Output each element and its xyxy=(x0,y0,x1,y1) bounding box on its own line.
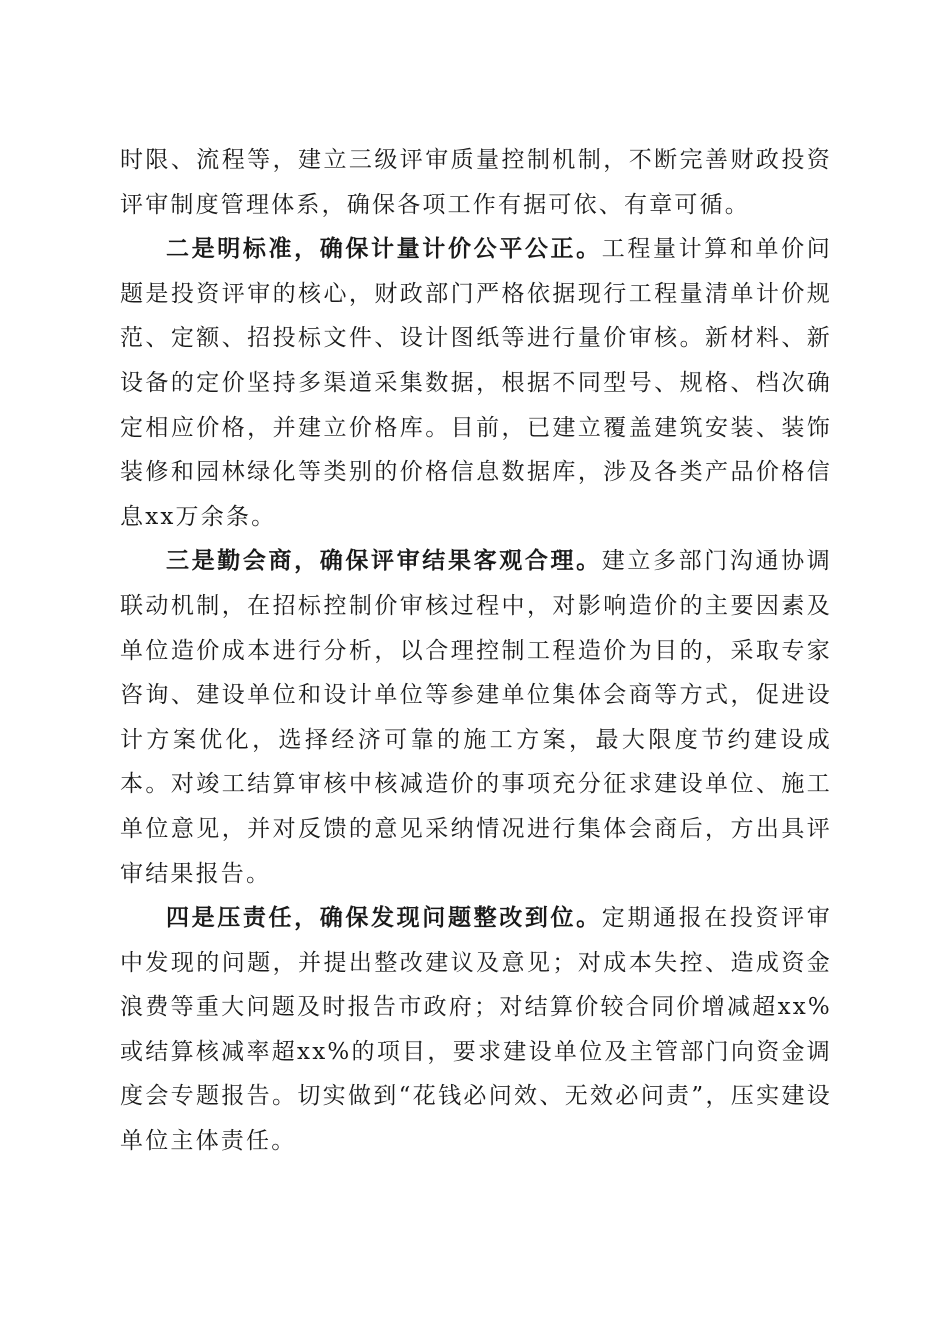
paragraph-text: 建立多部门沟通协调联动机制，在招标控制价审核过程中，对影响造价的主要因素及单位造价成本进行分析，以合理控制工程造价为目的，采取专家咨询、建设单位和设计单位等参建单位集体会商等方式，促进设计方案优化，选择经济可靠的施工方案，最大限度节约建设成本。对竣工结算审核中核减造价的事项充分征求建设单位、施工单位意见，并对反馈的意见采纳情况进行集体会商后，方出具评审结果报告。 xyxy=(120,548,832,887)
paragraph-standards xyxy=(120,227,832,539)
paragraph-heading: 三是勤会商，确保评审结果客观合理。 xyxy=(166,547,602,575)
paragraph-text: 定期通报在投资评审中发现的问题，并提出整改建议及意见；对成本失控、造成资金浪费等重大问题及时报告市政府；对结算价较合同价增减超xx%或结算核减率超xx%的项目，要求建设单位及主管部门向资金调度会专题报告。切实做到“花钱必问效、无效必问责”，压实建设单位主体责任。 xyxy=(120,905,832,1155)
paragraph-heading: 四是压责任，确保发现问题整改到位。 xyxy=(166,904,602,932)
paragraph-heading: 二是明标准，确保计量计价公平公正。 xyxy=(166,235,602,263)
document-body xyxy=(120,138,832,1164)
paragraph-continuation xyxy=(120,138,832,227)
paragraph-text: 工程量计算和单价问题是投资评审的核心，财政部门严格依据现行工程量清单计价规范、定额、招投标文件、设计图纸等进行量价审核。新材料、新设备的定价坚持多渠道采集数据，根据不同型号、规格、档次确定相应价格，并建立价格库。目前，已建立覆盖建筑安装、装饰装修和园林绿化等类别的价格信息数据库，涉及各类产品价格信息xx万余条。 xyxy=(120,236,832,530)
paragraph-responsibility xyxy=(120,896,832,1164)
paragraph-text: 时限、流程等，建立三级评审质量控制机制，不断完善财政投资评审制度管理体系，确保各项工作有据可依、有章可循。 xyxy=(120,147,832,218)
paragraph-consultation xyxy=(120,539,832,896)
